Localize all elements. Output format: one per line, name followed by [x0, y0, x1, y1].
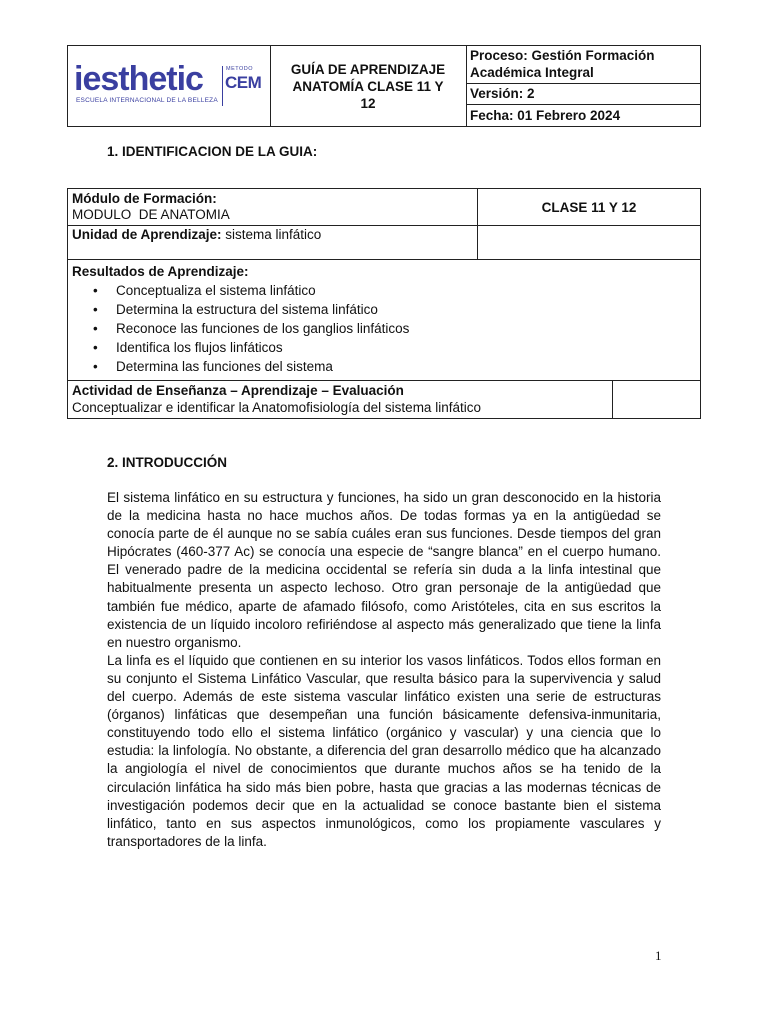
actividad-value: Conceptualizar e identificar la Anatomofisiología del sistema linfático [72, 400, 481, 415]
esthetic-cem-logo [74, 62, 264, 112]
modulo-value: MODULO DE ANATOMIA [72, 207, 230, 222]
guide-title-line-3: 12 [360, 95, 376, 111]
proceso-field: Proceso: Gestión Formación Académica Integral [466, 47, 700, 84]
logo-divider [222, 66, 223, 106]
resultados-label: Resultados de Aprendizaje: [72, 264, 249, 279]
logo-tagline: ESCUELA INTERNACIONAL DE LA BELLEZA [76, 97, 218, 104]
fecha-field: Fecha: 01 Febrero 2024 [470, 108, 621, 123]
resultado-item: • Determina la estructura del sistema linfático [116, 300, 700, 319]
resultado-item: • Determina las funciones del sistema [116, 357, 700, 376]
modulo-row [68, 189, 700, 226]
version-field: Versión: 2 [466, 84, 700, 105]
logo-cem: CEM [225, 73, 262, 92]
header-table [67, 45, 701, 127]
modulo-cell [68, 189, 478, 225]
unidad-value: sistema linfático [221, 227, 322, 242]
actividad-row [68, 381, 700, 418]
intro-text [107, 489, 661, 851]
logo-metodo: METODO [226, 66, 254, 72]
modulo-label: Módulo de Formación: [72, 191, 217, 206]
guide-title [270, 46, 467, 126]
meta-cell [466, 46, 700, 126]
resultados-row [68, 259, 700, 381]
intro-paragraph: La linfa es el líquido que contienen en su interior los vasos linfáticos. Todos ellos forman en su conjunto el Sistema Linfático Vascular, que resulta básico para la supervivencia y salud del cuerpo. Además de este sistema vascular linfático existen una serie de estructuras (órganos) linfáticas que desempeñan una función básicamente defensiva-inmunitaria, constituyendo todo ello el sistema linfático (orgánico y vascular) y una ciencia que lo estudia: la linfología. No obstante, a diferencia del gran desarrollo médico que ha alcanzado la angiología el nivel de conocimientos que durante muchos años se ha tenido de la circulación linfática ha sido más bien pobre, hasta que gracias a las modernas técnicas de investigación podemos decir que en la actualidad se conoce bastante bien el sistema linfático, tanto en sus aspectos inmunológicos, como los propiamente vasculares y transportadores de la linfa. [107, 652, 661, 849]
section-1-heading: 1. IDENTIFICACION DE LA GUIA: [107, 144, 318, 159]
intro-paragraph: El sistema linfático en su estructura y funciones, ha sido un gran desconocido en la historia de la medicina hasta no hace muchos años. De todas formas ya en la antigüedad se conocía parte de él aunque no se sabía cuáles eran sus funciones. Desde tiempos del gran Hipócrates (460-377 Ac) se conocía una especie de “sangre blanca” en el cuerpo humano. El venerado padre de la medicina occidental se refería sin duda a la linfa intestinal que habitualmente presenta un aspecto lechoso. Otro gran personaje de la antigüedad que también fue médico, aparte de afamado filósofo, como Aristóteles, cita en sus escritos la existencia de un líquido incoloro refiriéndose al aspecto más generalizado que tiene la linfa en nuestro organismo. [107, 490, 661, 650]
clase-cell: CLASE 11 Y 12 [541, 199, 637, 215]
guide-title-line-1: GUÍA DE APRENDIZAJE [290, 61, 446, 77]
resultado-item: • Identifica los flujos linfáticos [116, 338, 700, 357]
logo-wordmark: iesthetic [74, 60, 203, 98]
unidad-row [68, 225, 700, 260]
module-table [67, 188, 701, 419]
section-2-heading: 2. INTRODUCCIÓN [107, 455, 228, 470]
guide-title-line-2: ANATOMÍA CLASE 11 Y [292, 78, 444, 94]
unidad-cell [68, 225, 478, 259]
unidad-label: Unidad de Aprendizaje: [72, 227, 222, 242]
page-number: 1 [655, 948, 662, 963]
resultados-list [72, 281, 700, 376]
actividad-cell [68, 381, 613, 418]
actividad-label: Actividad de Enseñanza – Aprendizaje – Evaluación [72, 383, 404, 398]
logo-cell [68, 46, 271, 126]
resultado-item: • Reconoce las funciones de los ganglios linfáticos [116, 319, 700, 338]
resultado-item: • Conceptualiza el sistema linfático [116, 281, 700, 300]
